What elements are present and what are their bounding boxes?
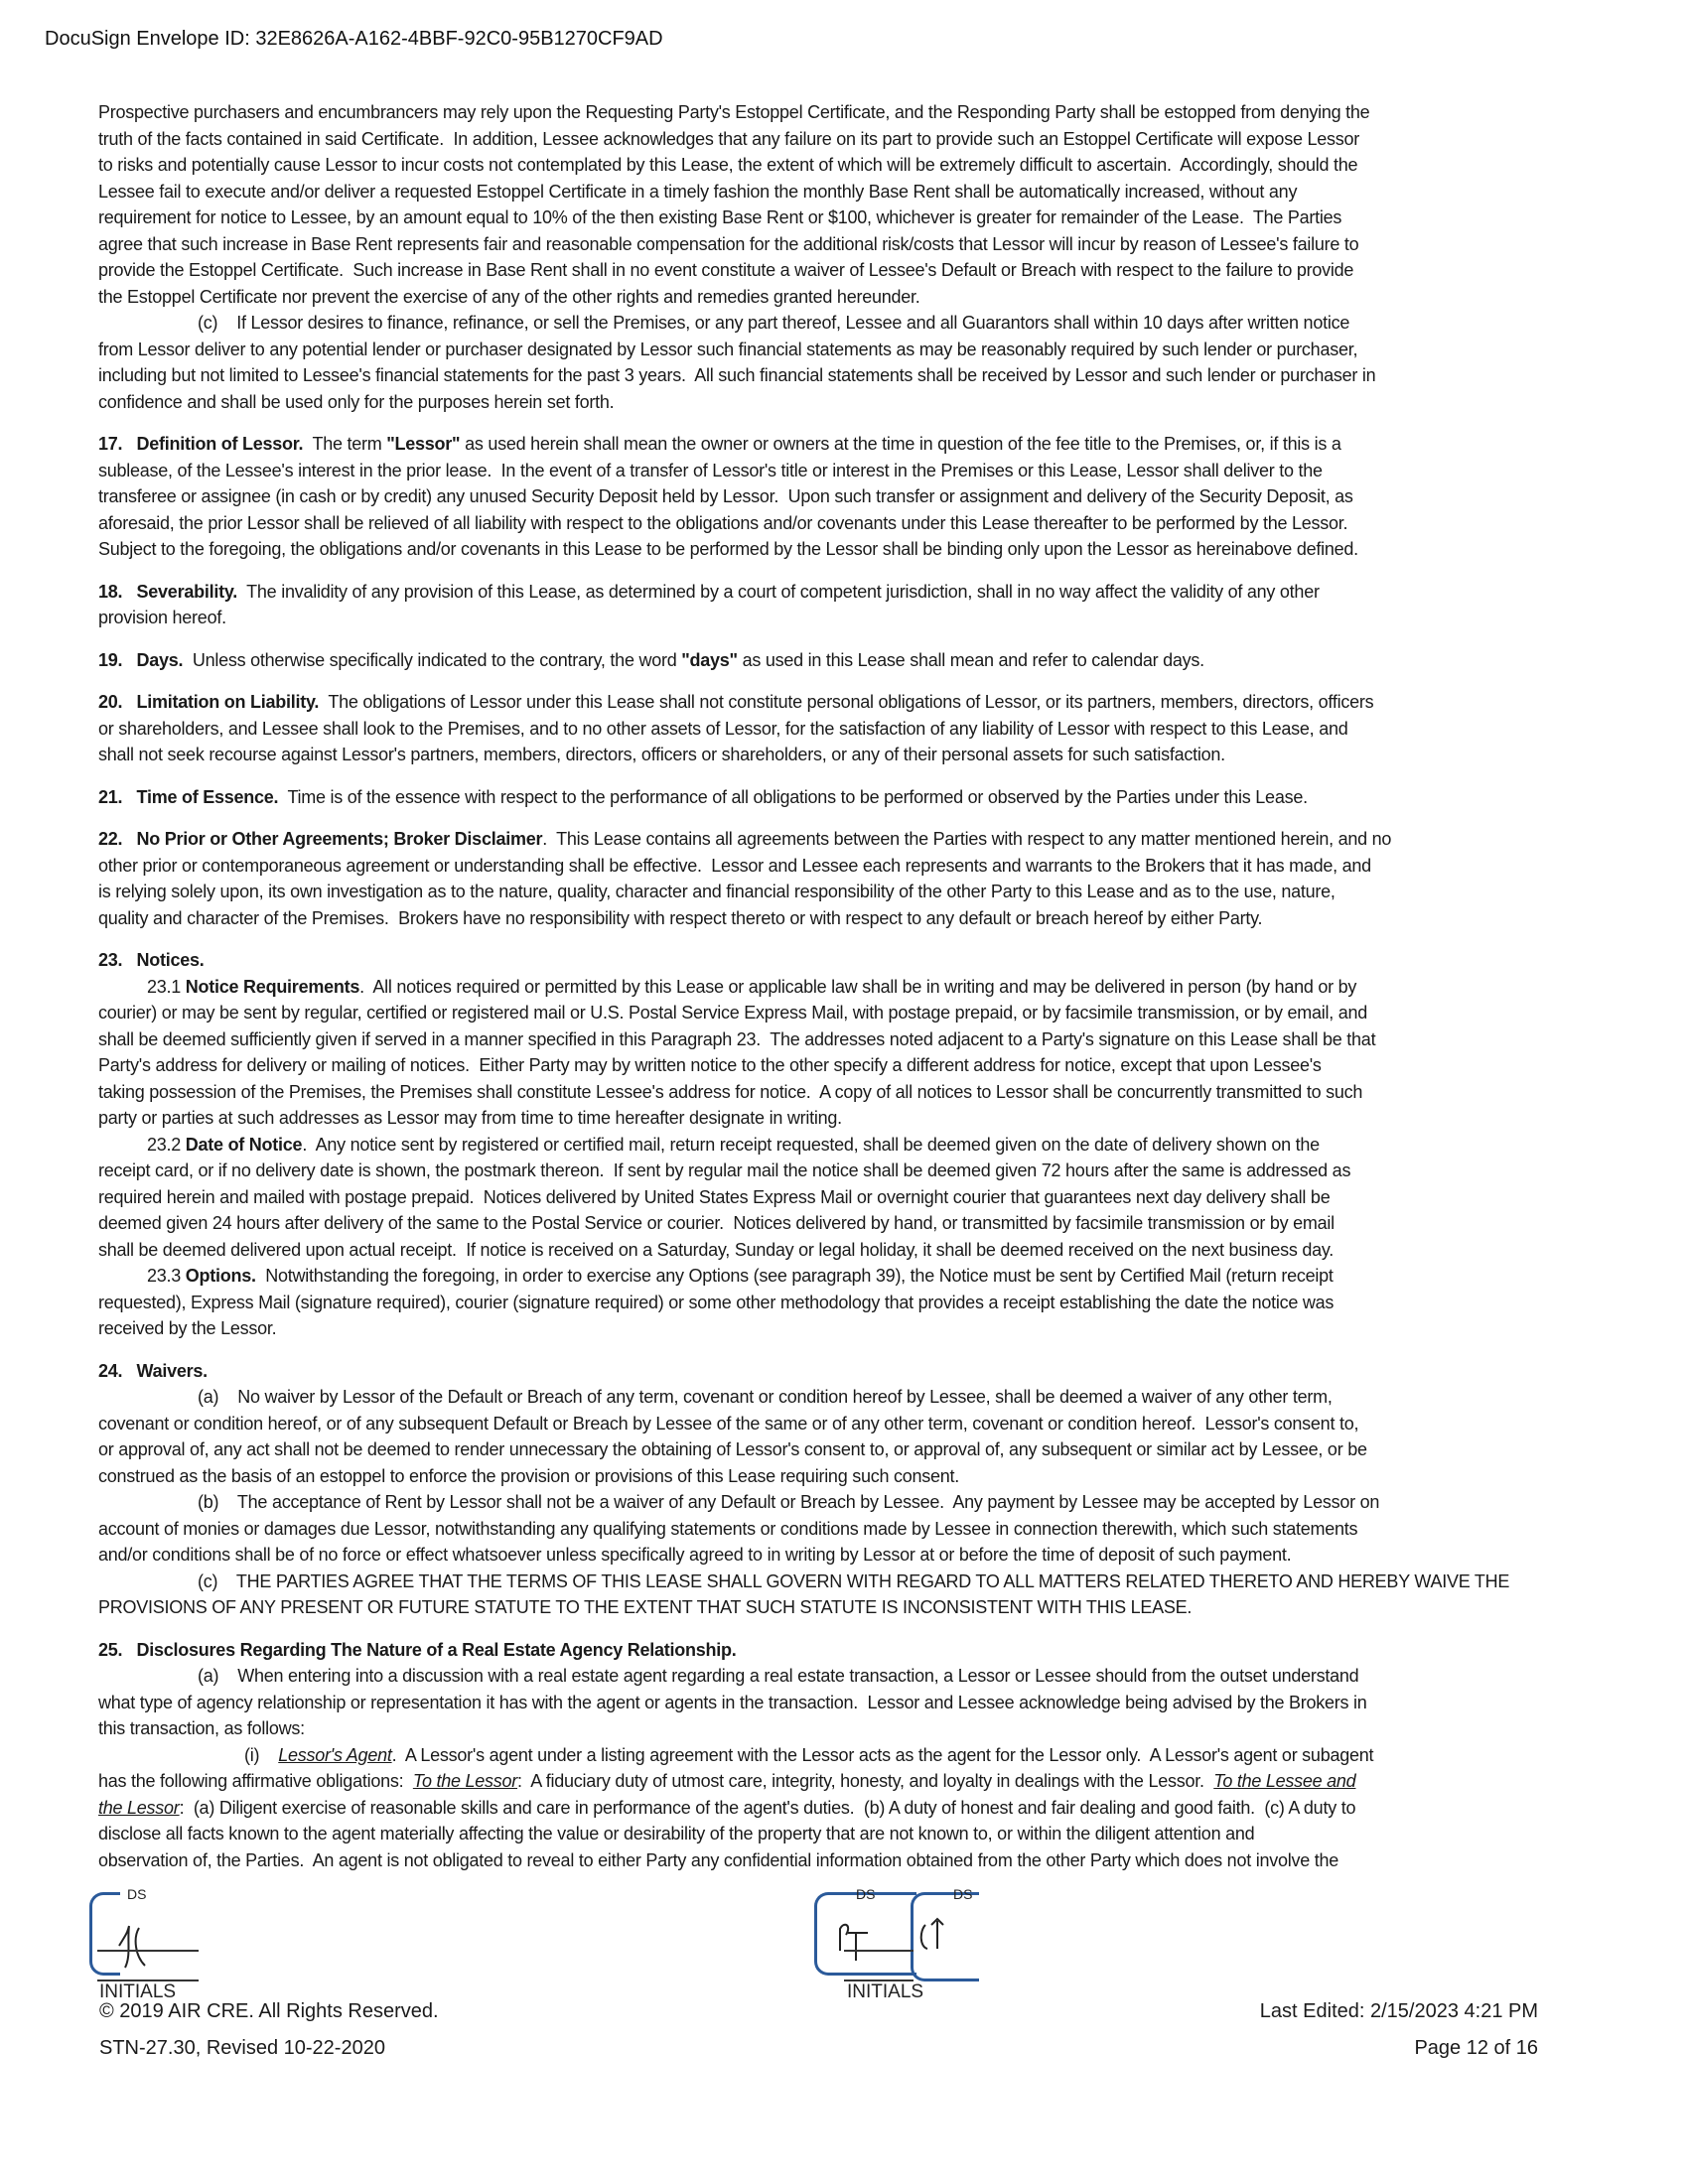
text-run: : A fiduciary duty of utmost care, integrity, honesty, and loyalty in dealings with the Lessor. [517,1771,1214,1791]
footer-page-number: Page 12 of 16 [1414,2037,1538,2059]
text-line [98,689,1627,716]
text-run: The invalidity of any provision of this Lease, as determined by a court of competent jurisdiction, shall in no way affect the validity of any other [237,581,1320,602]
paragraph [98,647,1627,674]
text-run: has the following affirmative obligations: [98,1771,413,1791]
text-run: The term [303,434,387,454]
text-line [98,510,1627,537]
bold-text: Options. [185,1266,256,1286]
paragraph [98,1384,1627,1489]
bold-text: 24. Waivers. [98,1360,208,1381]
text-line [98,1263,1627,1290]
text-run: Prospective purchasers and encumbrancers may rely upon the Requesting Party's Estoppel Certificate, and the Responding Party shall be estopped from denying the [98,102,1370,122]
text-run: confidence and shall be used only for the purposes herein set forth. [98,391,615,412]
text-run: (c) THE PARTIES AGREE THAT THE TERMS OF THIS LEASE SHALL GOVERN WITH REGARD TO ALL MATTERS RELATED THERETO AND HEREBY WAIVE THE [198,1570,1510,1591]
text-run: . Any notice sent by registered or certified mail, return receipt requested, shall be deemed given on the date of delivery shown on the [302,1134,1320,1155]
text-line [98,389,1627,416]
text-line [98,1637,1627,1664]
paragraph [98,784,1627,811]
text-line [98,647,1627,674]
paragraph [98,1663,1627,1742]
text-run: Lessee fail to execute and/or deliver a requested Estoppel Certificate in a timely fashion the monthly Base Rent shall be automatically increased, without any [98,181,1298,202]
bold-text: 18. Severability. [98,581,237,602]
bold-text: Notice Requirements [185,976,360,997]
text-line [98,1663,1627,1690]
text-run: to risks and potentially cause Lessor to incur costs not contemplated by this Lease, the extent of which will be extremely difficult to ascertain. Accordingly, should the [98,155,1358,175]
text-line [98,1132,1627,1159]
underlined-term: To the Lessor [412,1771,518,1791]
text-run: and/or conditions shall be of no force or effect whatsoever unless specifically agreed to in writing by Lessor at or before the time of deposit of such payment. [98,1545,1292,1565]
text-run: required herein and mailed with postage prepaid. Notices delivered by United States Express Mail or overnight courier that guarantees next day delivery shall be [98,1186,1331,1207]
text-run: shall be deemed sufficiently given if served in a manner specified in this Paragraph 23. The addresses noted adjacent to a Party's signature on this Lease shall be that [98,1028,1376,1049]
bold-text: 21. Time of Essence. [98,786,279,807]
text-line [98,947,1627,974]
text-run: as used in this Lease shall mean and refer to calendar days. [737,649,1204,670]
text-line [98,826,1627,853]
text-line [98,579,1627,606]
initials-signature-pt-lt [834,1911,973,1971]
bold-text: 20. Limitation on Liability. [98,692,320,712]
ds-label: DS [127,1886,147,1902]
text-run: receipt card, or if no delivery date is shown, the postmark thereon. If sent by regular mail the notice shall be deemed given 72 hours after the same is addressed as [98,1160,1351,1180]
footer-last-edited: Last Edited: 2/15/2023 4:21 PM [1259,2000,1538,2022]
text-line [98,284,1627,311]
text-run: received by the Lessor. [98,1318,277,1338]
text-run: Party's address for delivery or mailing of notices. Either Party may by written notice to the other specify a different address for notice, except that upon Lessee's [98,1055,1322,1075]
text-run: The obligations of Lessor under this Lease shall not constitute personal obligations of Lessor, or its partners, members, directors, officers [319,692,1374,712]
text-line [98,179,1627,205]
text-line [98,1358,1627,1385]
docusign-envelope-id: DocuSign Envelope ID: 32E8626A-A162-4BBF-92C0-95B1270CF9AD [45,28,663,50]
text-run: agree that such increase in Base Rent represents fair and reasonable compensation for the additional risk/costs that Lessor will incur by reason of Lessee's failure to [98,233,1359,254]
paragraph [98,1489,1627,1569]
text-run: (i) [244,1744,279,1765]
text-run: 23.3 [147,1266,186,1286]
text-line [98,1821,1627,1847]
text-run: transferee or assignee (in cash or by credit) any unused Security Deposit held by Lessor. Upon such transfer or assignment and delivery of the Security Deposit, as [98,486,1353,506]
text-line [98,1436,1627,1463]
initials-label: INITIALS [99,1981,177,2002]
lease-section [98,647,1627,674]
text-line [98,1569,1627,1595]
text-run: quality and character of the Premises. Brokers have no responsibility with respect thereto or with respect to any default or breach hereof by either Party. [98,907,1263,928]
text-line [98,716,1627,743]
paragraph [98,1263,1627,1342]
text-line [98,1489,1627,1516]
text-run: Time is of the essence with respect to the performance of all obligations to be performed or observed by the Parties under this Lease. [278,786,1308,807]
text-line [98,1463,1627,1490]
text-line [98,1542,1627,1569]
text-line [98,362,1627,389]
text-line [98,1290,1627,1316]
text-line [98,742,1627,768]
text-run: taking possession of the Premises, the Premises shall constitute Lessee's address for notice. A copy of all notices to Lessor shall be concurrently transmitted to such [98,1081,1363,1102]
text-run: sublease, of the Lessee's interest in the prior lease. In the event of a transfer of Lessor's title or interest in the Premises or this Lease, Lessor shall deliver to the [98,460,1323,480]
initials-label: INITIALS [847,1981,924,2002]
text-line [98,1105,1627,1132]
text-line [98,1052,1627,1079]
paragraph [98,1569,1627,1621]
text-run: or approval of, any act shall not be deemed to render unnecessary the obtaining of Lessor's consent to, or approval of, any subsequent or similar act by Lessee, or be [98,1439,1367,1459]
text-line [98,1715,1627,1742]
bold-text: 23. Notices. [98,950,205,970]
text-line [98,974,1627,1001]
text-line [98,1210,1627,1237]
text-line [98,1079,1627,1106]
text-run: party or parties at such addresses as Lessor may from time to time hereafter designate in writing. [98,1108,842,1128]
text-line [98,1768,1627,1795]
text-line [98,458,1627,484]
text-run: what type of agency relationship or representation it has with the agent or agents in the transaction. Lessor and Lessee acknowledge being advised by the Brokers in [98,1692,1367,1712]
text-run: Notwithstanding the foregoing, in order to exercise any Options (see paragraph 39), the Notice must be sent by Certified Mail (return receipt [255,1266,1334,1286]
lease-section [98,1358,1627,1621]
paragraph [98,310,1627,415]
text-line [98,1158,1627,1184]
text-run: covenant or condition hereof, or of any subsequent Default or Breach by Lessee of the same or of any other term, covenant or condition hereof. Lessor's consent to, [98,1413,1359,1433]
lease-section [98,1637,1627,1874]
footer-form-id: STN-27.30, Revised 10-22-2020 [99,2037,385,2059]
text-line [98,152,1627,179]
text-line [98,257,1627,284]
paragraph [98,431,1627,563]
text-line [98,1795,1627,1822]
paragraph [98,1132,1627,1264]
paragraph [98,1742,1627,1874]
text-line [98,1237,1627,1264]
initials-line [97,1950,199,1952]
text-run: shall not seek recourse against Lessor's partners, members, directors, officers or shareholders, or any of their personal assets for such satisfaction. [98,745,1225,764]
lease-section [98,431,1627,563]
underlined-term: the Lessor [98,1797,180,1818]
text-line [98,784,1627,811]
text-run: 23.1 [147,976,186,997]
ds-label: DS [856,1886,876,1902]
text-run: requirement for notice to Lessee, by an amount equal to 10% of the then existing Base Rent or $100, whichever is greater for remainder of the Lease. The Parties [98,207,1342,227]
text-line [98,126,1627,153]
text-run: aforesaid, the prior Lessor shall be relieved of all liability with respect to the obligations and/or covenants under this Lease thereafter to be performed by the Lessor. [98,512,1348,533]
text-run: including but not limited to Lessee's financial statements for the past 3 years. All such financial statements shall be received by Lessor and such lender or purchaser in [98,365,1376,385]
text-line [98,1000,1627,1026]
text-run: courier) or may be sent by regular, certified or registered mail or U.S. Postal Service Express Mail, with postage prepaid, or by facsimile transmission, or by email, and [98,1003,1368,1023]
text-run: 23.2 [147,1134,186,1155]
text-run: . This Lease contains all agreements between the Parties with respect to any matter mentioned herein, and no [542,829,1392,849]
underlined-term: Lessor's Agent [278,1744,392,1765]
text-line [98,231,1627,258]
text-line [98,1690,1627,1716]
initials-signature-jc [107,1916,167,1976]
bold-text: 22. No Prior or Other Agreements; Broker Disclaimer [98,829,543,849]
text-line [98,1516,1627,1543]
text-line [98,1184,1627,1211]
paragraph [98,99,1627,310]
text-line [98,310,1627,337]
text-run: account of monies or damages due Lessor, notwithstanding any qualifying statements or conditions made by Lessee in connection therewith, which such statements [98,1518,1358,1539]
paragraph [98,1358,1627,1385]
paragraph [98,974,1627,1132]
text-run: truth of the facts contained in said Certificate. In addition, Lessee acknowledges that any failure on its part to provide such an Estoppel Certificate will expose Lessor [98,128,1359,149]
text-run: . A Lessor's agent under a listing agreement with the Lessor acts as the agent for the Lessor only. A Lessor's agent or subagent [391,1744,1374,1765]
text-run: Unless otherwise specifically indicated to the contrary, the word [183,649,682,670]
lease-section [98,784,1627,811]
lease-section [98,826,1627,931]
text-line [98,483,1627,510]
lease-page-body [98,99,1627,1889]
text-run: (b) The acceptance of Rent by Lessor shall not be a waiver of any Default or Breach by Lessee. Any payment by Lessee may be accepted by Lessor on [198,1492,1380,1512]
text-line [98,205,1627,231]
text-run: provision hereof. [98,608,226,627]
text-run: as used herein shall mean the owner or owners at the time in question of the fee title to the Premises, or, if this is a [460,434,1341,454]
text-run: disclose all facts known to the agent materially affecting the value or desirability of the property that are not known to, or within the diligent attention and [98,1824,1255,1843]
bold-text: 17. Definition of Lessor. [98,434,304,454]
text-run: this transaction, as follows: [98,1718,305,1738]
footer-copyright: © 2019 AIR CRE. All Rights Reserved. [99,2000,439,2022]
text-line [98,1594,1627,1621]
text-line [98,99,1627,126]
text-run: the Estoppel Certificate nor prevent the exercise of any of the other rights and remedies granted hereunder. [98,286,920,307]
initials-line [844,1950,914,1952]
text-run: from Lessor deliver to any potential lender or purchaser designated by Lessor such financial statements as may be reasonably required by such lender or purchaser, [98,339,1358,359]
text-run: : (a) Diligent exercise of reasonable skills and care in performance of the agent's duties. (b) A duty of honest and fair dealing and good faith. (c) A duty to [179,1797,1356,1818]
text-run: Subject to the foregoing, the obligations and/or covenants in this Lease to be performed by the Lessor shall be binding only upon the Lessor as hereinabove defined. [98,539,1358,559]
text-run: requested), Express Mail (signature required), courier (signature required) or some other methodology that provides a receipt establishing the date the notice was [98,1292,1335,1312]
text-run: (a) No waiver by Lessor of the Default or Breach of any term, covenant or condition hereof by Lessee, shall be deemed a waiver of any other term, [198,1387,1333,1407]
text-line [98,1411,1627,1437]
underlined-term: To the Lessee and [1213,1771,1356,1791]
text-run: . All notices required or permitted by this Lease or applicable law shall be in writing and may be delivered in person (by hand or by [359,976,1357,997]
ds-label: DS [953,1886,973,1902]
text-line [98,337,1627,363]
text-run: construed as the basis of an estoppel to enforce the provision or provisions of this Lease requiring such consent. [98,1465,960,1486]
text-line [98,1315,1627,1342]
text-run: PROVISIONS OF ANY PRESENT OR FUTURE STATUTE TO THE EXTENT THAT SUCH STATUTE IS INCONSISTENT WITH THIS LEASE. [98,1597,1193,1617]
text-run: other prior or contemporaneous agreement or understanding shall be effective. Lessor and Lessee each represents and warrants to the Brokers that it has made, and [98,855,1371,876]
paragraph [98,826,1627,931]
lease-section [98,689,1627,768]
bold-text: 25. Disclosures Regarding The Nature of a Real Estate Agency Relationship. [98,1639,737,1660]
text-run: (c) If Lessor desires to finance, refinance, or sell the Premises, or any part thereof, Lessee and all Guarantors shall within 10 days after written notice [198,313,1350,333]
text-run: deemed given 24 hours after delivery of the same to the Postal Service or courier. Notices delivered by hand, or transmitted by facsimile transmission or by email [98,1213,1335,1233]
text-line [98,431,1627,458]
lease-section [98,947,1627,1342]
text-run: provide the Estoppel Certificate. Such increase in Base Rent shall in no event constitute a waiver of Lessee's Default or Breach with respect to the failure to provide [98,260,1354,280]
text-line [98,879,1627,905]
bold-text: 19. Days. [98,649,184,670]
text-line [98,1742,1627,1769]
bold-text: "days" [681,649,738,670]
lease-section [98,579,1627,631]
text-run: shall be deemed delivered upon actual receipt. If notice is received on a Saturday, Sunday or legal holiday, it shall be deemed received on the next business day. [98,1239,1335,1260]
text-line [98,605,1627,631]
text-run: (a) When entering into a discussion with a real estate agent regarding a real estate transaction, a Lessor or Lessee should from the outset understand [198,1666,1359,1686]
paragraph [98,579,1627,631]
text-line [98,1384,1627,1411]
paragraph [98,689,1627,768]
paragraph [98,947,1627,974]
text-run: is relying solely upon, its own investigation as to the nature, quality, character and financial responsibility of the other Party to this Lease and as to the use, nature, [98,882,1336,901]
text-line [98,1026,1627,1053]
bold-text: "Lessor" [386,434,461,454]
text-run: observation of, the Parties. An agent is not obligated to reveal to either Party any confidential information obtained from the other Party which does not involve the [98,1849,1339,1870]
text-line [98,1847,1627,1874]
text-line [98,853,1627,880]
paragraph [98,1637,1627,1664]
text-line [98,905,1627,932]
lease-section [98,99,1627,415]
bold-text: Date of Notice [185,1134,303,1155]
text-line [98,536,1627,563]
text-run: or shareholders, and Lessee shall look to the Premises, and to no other assets of Lessor, for the satisfaction of any liability of Lessor with respect to this Lease, and [98,718,1348,739]
